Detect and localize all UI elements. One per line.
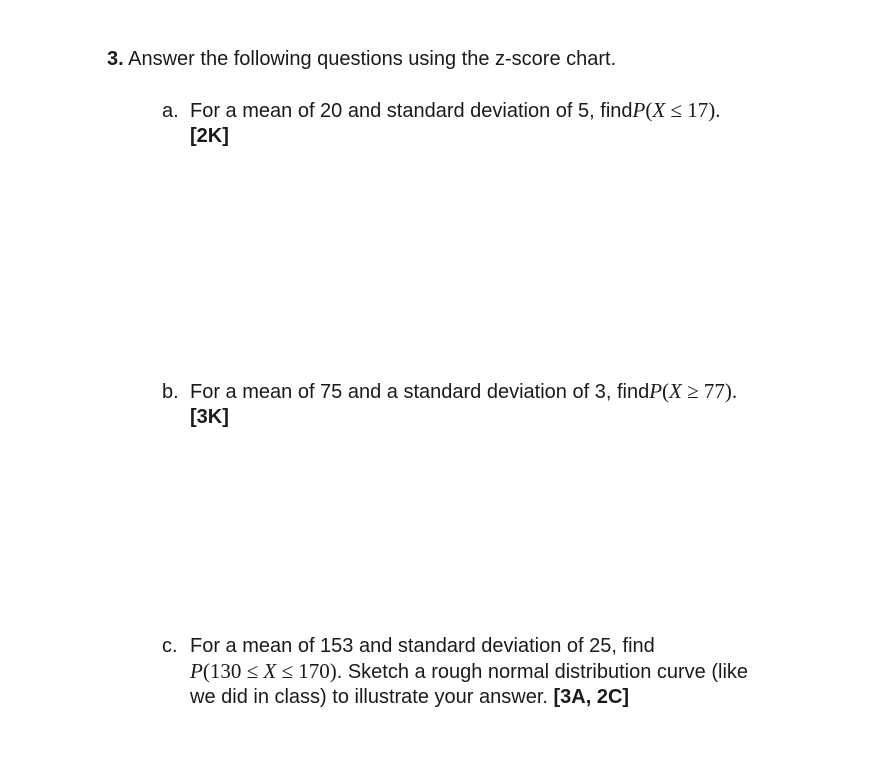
part-a-letter: a. bbox=[162, 100, 179, 122]
part-c-line2-after: . Sketch a rough normal distribution curve (like bbox=[336, 661, 749, 683]
part-c-marks: [3A, 2C] bbox=[553, 686, 630, 708]
question-text: Answer the following questions using the z-score chart. bbox=[128, 48, 617, 70]
part-c-math-open: (130 ≤ bbox=[202, 659, 264, 683]
part-c-letter: c. bbox=[162, 635, 178, 657]
part-b-end: . bbox=[731, 379, 738, 403]
part-c-line2 bbox=[162, 659, 748, 685]
part-c-math-func: P bbox=[190, 659, 203, 683]
part-c-line3 bbox=[162, 685, 748, 710]
part-b-text: For a mean of 75 and a standard deviation of 3, find bbox=[190, 381, 650, 403]
part-c-line1: For a mean of 153 and standard deviation of 25, find bbox=[190, 635, 655, 657]
part-c-math-rel: ≤ 170 bbox=[276, 659, 330, 683]
part-a-math bbox=[633, 98, 721, 123]
part-b-letter: b. bbox=[162, 381, 179, 403]
part-a-end: . bbox=[715, 98, 721, 122]
part-b-math-rel: ≥ 77 bbox=[681, 379, 725, 403]
part-a-text: For a mean of 20 and standard deviation of 5, find bbox=[190, 100, 633, 122]
part-b-math-var: X bbox=[669, 379, 682, 403]
part-c-math-close: ) bbox=[329, 659, 337, 683]
part-c bbox=[162, 634, 748, 710]
question-header bbox=[107, 48, 616, 71]
part-b-math-func: P bbox=[649, 379, 663, 403]
part-c-math-var: X bbox=[263, 659, 277, 683]
part-c-line3-text: we did in class) to illustrate your answer. bbox=[190, 686, 554, 708]
part-a-math-var: X bbox=[652, 98, 666, 122]
part-b-marks: [3K] bbox=[190, 406, 229, 428]
part-a-math-func: P bbox=[632, 98, 646, 122]
part-a-math-rel: ≤ 17 bbox=[665, 98, 709, 122]
part-a-marks: [2K] bbox=[190, 125, 229, 147]
part-b-math-close: ) bbox=[724, 379, 732, 403]
part-a bbox=[162, 98, 720, 149]
question-number: 3. bbox=[107, 48, 124, 70]
part-b bbox=[162, 379, 737, 430]
part-a-math-close: ) bbox=[708, 98, 716, 122]
part-a-math-open: ( bbox=[645, 98, 653, 122]
part-b-math-open: ( bbox=[662, 379, 670, 403]
part-c-math bbox=[190, 659, 337, 683]
part-b-math bbox=[649, 379, 737, 404]
